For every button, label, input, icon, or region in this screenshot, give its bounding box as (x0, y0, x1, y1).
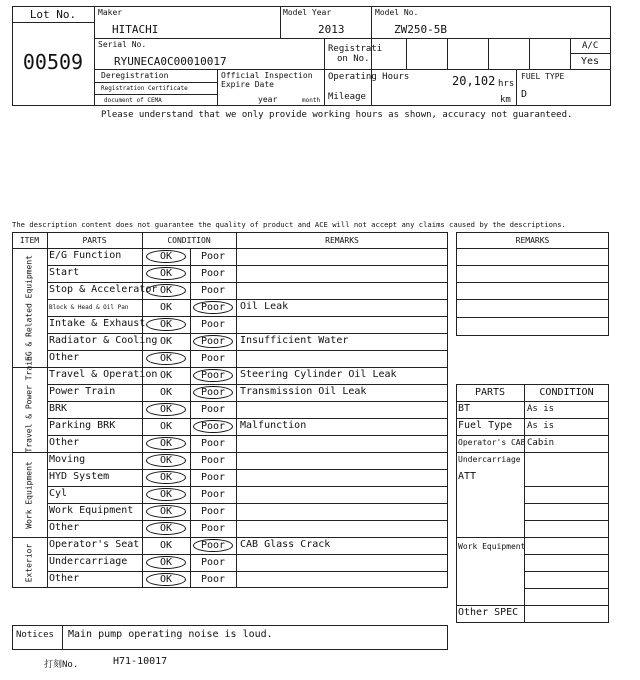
part-label: Operator's Seat (49, 539, 140, 550)
ok-option: OK (159, 523, 173, 534)
month-label: month (302, 97, 321, 104)
poor-option: Poor (200, 336, 226, 347)
col-item-header: ITEM (19, 236, 40, 245)
inspection-label: Official Inspection (221, 71, 313, 80)
poor-option: Poor (200, 404, 226, 415)
spec-part: ATT (458, 471, 477, 482)
right-remarks-header: REMARKS (515, 236, 550, 245)
registration-label: Registrati (328, 44, 383, 54)
poor-option: Poor (200, 421, 226, 432)
ok-option: OK (159, 455, 173, 466)
part-label: Travel & Operation (49, 369, 158, 380)
selection-circle (146, 284, 186, 297)
serial-no-label: Serial No. (98, 40, 147, 49)
selection-circle (146, 437, 186, 450)
maker-label: Maker (98, 8, 123, 17)
part-label: Work Equipment (49, 505, 134, 516)
poor-option: Poor (200, 455, 226, 466)
ok-option: OK (159, 387, 173, 398)
part-label: Moving (49, 454, 86, 465)
spec-other: Other SPEC (458, 607, 519, 618)
selection-circle (146, 488, 186, 501)
part-label: Undercarriage (49, 556, 128, 567)
ok-option: OK (159, 540, 173, 551)
part-label: Intake & Exhaust (49, 318, 146, 329)
poor-option: Poor (200, 523, 226, 534)
poor-option: Poor (200, 387, 226, 398)
part-label: Radiator & Cooling (49, 335, 158, 346)
poor-option: Poor (200, 506, 226, 517)
ok-option: OK (159, 302, 173, 313)
col-parts-header: PARTS (82, 236, 107, 245)
poor-option: Poor (200, 319, 226, 330)
poor-option: Poor (200, 353, 226, 364)
part-label: Cyl (49, 488, 68, 499)
spec-parts-header: PARTS (474, 387, 506, 398)
poor-option: Poor (200, 489, 226, 500)
group-label: Travel & Power Train (24, 355, 34, 452)
selection-circle (146, 556, 186, 569)
poor-option: Poor (200, 472, 226, 483)
part-label: Other (49, 573, 80, 584)
poor-option: Poor (200, 268, 226, 279)
part-label: Power Train (49, 386, 116, 397)
spec-part: BT (458, 403, 471, 414)
selection-circle (146, 505, 186, 518)
part-label: HYD System (49, 471, 110, 482)
ok-option: OK (159, 421, 173, 432)
spec-part: Undercarriage (458, 455, 521, 464)
lot-no: 00509 (22, 50, 84, 74)
selection-circle (193, 301, 233, 314)
poor-option: Poor (200, 302, 226, 313)
maker: HITACHI (112, 23, 159, 36)
operating-hours-label: Operating Hours (328, 72, 410, 82)
poor-option: Poor (200, 438, 226, 449)
remark-text: Steering Cylinder Oil Leak (240, 369, 397, 380)
group-label: EG & Related Equipment (24, 254, 34, 361)
ok-option: OK (159, 404, 173, 415)
selection-circle (146, 471, 186, 484)
ok-option: OK (159, 353, 173, 364)
remark-text: Insufficient Water (240, 335, 349, 346)
selection-circle (146, 352, 186, 365)
selection-circle (193, 386, 233, 399)
stamp-label: 打刻No. (44, 660, 79, 670)
hrs-label: hrs (498, 79, 515, 89)
stamp-no: H71-10017 (113, 656, 168, 667)
ok-option: OK (159, 336, 173, 347)
ok-option: OK (159, 268, 173, 279)
ok-option: OK (159, 319, 173, 330)
ac-value: Yes (581, 56, 600, 67)
fuel-type-label: FUEL TYPE (521, 72, 565, 81)
ac-label: A/C (582, 41, 599, 51)
registration-label-2: on No. (337, 54, 370, 64)
notices-text: Main pump operating noise is loud. (68, 629, 273, 640)
spec-condition-header: CONDITION (539, 387, 594, 398)
col-condition-header: CONDITION (167, 236, 211, 245)
part-label: Other (49, 437, 80, 448)
part-label: Other (49, 522, 80, 533)
ok-option: OK (159, 370, 173, 381)
notices-label: Notices (16, 630, 54, 640)
model-no-label: Model No. (375, 8, 419, 17)
group-label: Exterior (24, 543, 34, 582)
spec-part: Fuel Type (458, 420, 513, 431)
disclaimer: The description content does not guarantee the quality of product and ACE will not accept any claims caused by the descriptions. (12, 220, 566, 229)
inspection-label-2: Expire Date (221, 80, 274, 89)
ok-option: OK (159, 251, 173, 262)
poor-option: Poor (200, 251, 226, 262)
km-label: km (500, 95, 511, 105)
spec-work-equipment: Work Equipment (458, 542, 526, 551)
model-year-label: Model Year (283, 8, 332, 17)
ok-option: OK (159, 472, 173, 483)
poor-option: Poor (200, 540, 226, 551)
selection-circle (146, 250, 186, 263)
model-no: ZW250-5B (394, 23, 447, 36)
remark-text: Oil Leak (240, 301, 289, 312)
selection-circle (146, 318, 186, 331)
part-label: Start (49, 267, 80, 278)
selection-circle (146, 267, 186, 280)
part-label: Other (49, 352, 80, 363)
ok-option: OK (159, 557, 173, 568)
mileage-label: Mileage (328, 92, 366, 102)
group-label: Work Equipment (24, 460, 34, 529)
remark-text: Transmission Oil Leak (240, 386, 367, 397)
spec-condition: Cabin (527, 438, 555, 448)
selection-circle (146, 454, 186, 467)
serial-no: RYUNECA0C00010017 (114, 55, 227, 68)
ok-option: OK (159, 574, 173, 585)
reg-cert-label: Registration Certificate (101, 85, 188, 92)
part-label: E/G Function (49, 250, 122, 261)
deregistration-label: Deregistration (101, 71, 169, 80)
poor-option: Poor (200, 370, 226, 381)
col-remarks-header: REMARKS (325, 236, 359, 245)
fuel-type: D (521, 89, 528, 100)
part-label: BRK (49, 403, 68, 414)
selection-circle (146, 573, 186, 586)
remark-text: Malfunction (240, 420, 307, 431)
model-year: 2013 (318, 23, 345, 36)
part-label: Parking BRK (49, 420, 116, 431)
hours-note: Please understand that we only provide working hours as shown, accuracy not guaranteed. (101, 110, 573, 120)
part-label: Block & Head & Oil Pan (49, 304, 129, 311)
ok-option: OK (159, 489, 173, 500)
poor-option: Poor (200, 557, 226, 568)
poor-option: Poor (200, 285, 226, 296)
ok-option: OK (159, 285, 173, 296)
selection-circle (193, 335, 233, 348)
selection-circle (193, 420, 233, 433)
poor-option: Poor (200, 574, 226, 585)
year-label: year (258, 95, 278, 104)
lot-no-label: Lot No. (29, 8, 77, 21)
spec-part: Operator's CAB (458, 438, 526, 447)
ok-option: OK (159, 438, 173, 449)
ok-option: OK (159, 506, 173, 517)
spec-condition: As is (527, 421, 555, 431)
selection-circle (193, 369, 233, 382)
selection-circle (193, 539, 233, 552)
selection-circle (146, 403, 186, 416)
selection-circle (146, 522, 186, 535)
cema-label: document of CEMA (104, 97, 162, 104)
spec-condition: As is (527, 404, 555, 414)
remark-text: CAB Glass Crack (240, 539, 331, 550)
part-label: Stop & Accelerator (49, 284, 158, 295)
operating-hours: 20,102 (452, 74, 496, 88)
